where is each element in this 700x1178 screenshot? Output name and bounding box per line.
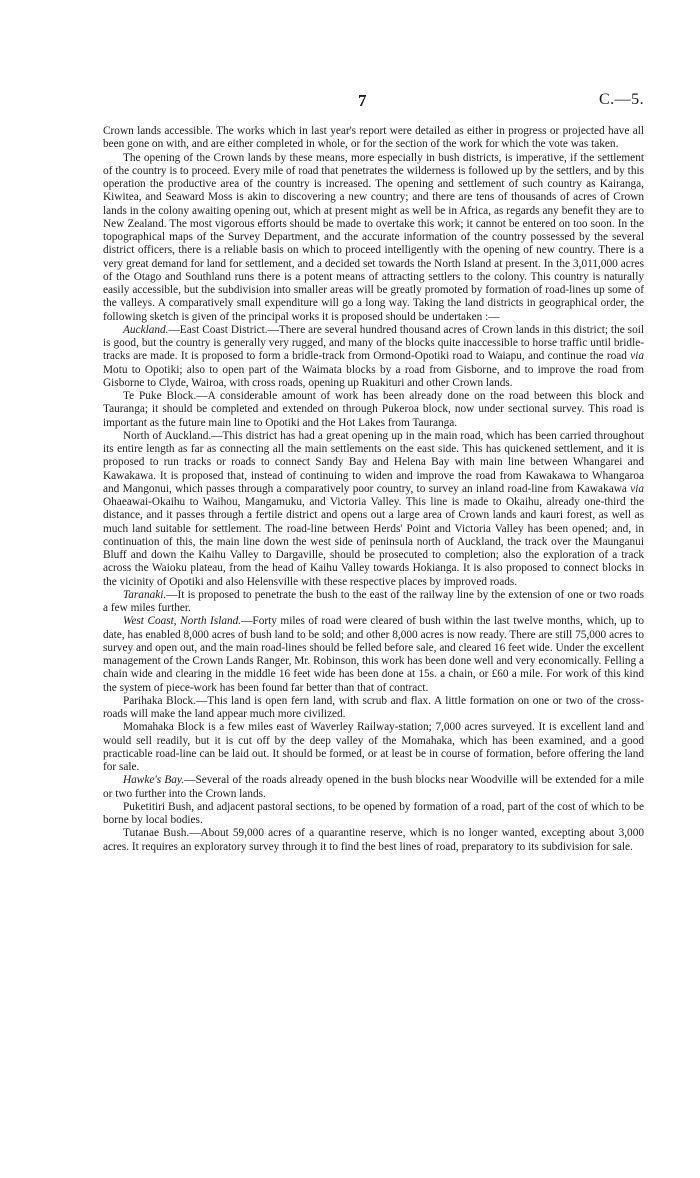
paragraph: [103, 721, 644, 774]
paragraph-text: Motu to Opotiki; also to open part of the Waimata blocks by a road from Gisborne, and to improve the road from Gisborne to Clyde, Wairoa, with cross roads, opening up Ruakituri and other Crown lands.: [103, 363, 644, 389]
italic-text: via: [630, 350, 644, 363]
paragraph-text: Puketitiri Bush, and adjacent pastoral sections, to be opened by formation of a road, part of the cost of which to be borne by local bodies.: [103, 800, 644, 826]
paragraph: [103, 695, 644, 722]
paragraph-text: Parihaka Block.—This land is open fern land, with scrub and flax. A little formation on one or two of the cross-roads will make the land appear much more civilized.: [103, 694, 644, 720]
paragraph-text: —East Coast District.—There are several hundred thousand acres of Crown lands in this district; the soil is good, but the country is generally very rugged, and many of the blocks quite inaccessible to horse traffic until bridle-tracks are made. It is proposed to form a bridle-track from Ormond-Opotiki road to Waiapu, and continue the road: [103, 323, 644, 363]
paragraph-text: North of Auckland.—This district has had a great opening up in the main road, which has been carried throughout its entire length as far as connecting all the main settlements on the east side. This has quickened settlement, and it is proposed to run tracks or roads to connect Sandy Bay and Helena Bay with main line between Whangarei and Kawakawa. It is proposed that, instead of continuing to widen and improve the road from Kawakawa to Whangaroa and Mangonui, which passes through a comparatively poor country, to survey an inland road-line from Kawakawa: [103, 429, 644, 495]
page-header: [0, 91, 700, 111]
paragraph-text: —Forty miles of road were cleared of bush within the last twelve months, which, up to date, has enabled 8,000 acres of bush land to be sold; and other 8,000 acres is now ready. There are still 75,000 acres to survey and open out, and the main road-lines should be felled before sale, and cleared 16 feet wide. Under the excellent management of the Crown Lands Ranger, Mr. Robinson, this work has been done well and very economically. Felling a chain wide and clearing in the middle 16 feet wide has been done at 15s. a chain, or £60 a mile. For work of this kind the system of piece-work has been found far better than that of contract.: [103, 615, 644, 694]
paragraph-text: —It is proposed to penetrate the bush to the east of the railway line by the extension of one or two roads a few miles further.: [103, 588, 644, 614]
paragraph: [103, 827, 644, 854]
paragraph-text: Te Puke Block.—A considerable amount of work has been already done on the road between this block and Tauranga; it should be completed and extended on through Pukeroa block, now under sectional survey. This road is important as the future main line to Opotiki and the Hot Lakes from Tauranga.: [103, 390, 644, 429]
paragraph: [103, 774, 644, 801]
paragraph: [103, 430, 644, 589]
paragraph: [103, 801, 644, 828]
italic-text: Hawke's Bay.: [123, 774, 185, 787]
page-number: 7: [358, 91, 367, 110]
italic-text: Taranaki.: [123, 588, 167, 601]
paragraph: [103, 324, 644, 390]
body-text: [103, 125, 644, 854]
paragraph-text: The opening of the Crown lands by these means, more especially in bush districts, is imperative, if the settlement of the country is to proceed. Every mile of road that penetrates the wilderness is followed up by the settlers, and by this operation the productive area of the country is increased. The opening and settlement of such country as Kairanga, Kiwitea, and Seaward Moss is akin to discovering a new country; and there are tens of thousands of acres of Crown lands in the colony awaiting opening out, which at present might as well be in Africa, as regards any benefit they are to New Zealand. The most vigorous efforts should be made to overtake this work; it cannot be entered on too soon. In the topographical maps of the Survey Department, and the accurate information of the country possessed by the several district officers, there is a reliable basis on which to proceed intelligently with the opening of new country. There is a very great demand for land for settlement, and a decided set towards the North Island at present. In the 3,011,000 acres of the Otago and Southland runs there is a potent means of attracting settlers to the colony. This country is naturally easily accessible, but the subdivision into smaller areas will be greatly promoted by formation of road-lines up some of the valleys. A comparatively small expenditure will go a long way. Taking the land districts in geographical order, the following sketch is given of the principal works it is proposed should be undertaken :—: [103, 151, 644, 323]
paragraph: [103, 152, 644, 324]
paragraph-text: —Several of the roads already opened in the bush blocks near Woodville will be extended for a mile or two further into the Crown lands.: [103, 774, 644, 800]
paragraph: [103, 589, 644, 616]
document-reference: C.—5.: [599, 91, 645, 108]
italic-text: West Coast, North Island.: [123, 615, 242, 628]
paragraph: [103, 390, 644, 430]
paragraph-text: Tutanae Bush.—About 59,000 acres of a quarantine reserve, which is no longer wanted, excepting about 3,000 acres. It requires an exploratory survey through it to find the best lines of road, preparatory to its subdivision for sale.: [103, 827, 644, 853]
italic-text: via: [630, 482, 644, 495]
italic-text: Auckland.: [123, 323, 169, 336]
paragraph: [103, 615, 644, 695]
paragraph-text: Crown lands accessible. The works which in last year's report were detailed as either in progress or projected have all been gone on with, and are either completed in whole, or for the section of the work for which the vote was taken.: [103, 125, 644, 151]
paragraph-text: Momahaka Block is a few miles east of Waverley Railway-station; 7,000 acres surveyed. It is excellent land and would sell readily, but it is cut off by the deep valley of the Momahaka, which has been examined, and a good practicable road-line can be laid out. It should be formed, or at least be in course of formation, before offering the land for sale.: [103, 721, 644, 773]
paragraph: [103, 125, 644, 152]
paragraph-text: Ohaeawai-Okaihu to Waihou, Mangamuku, and Victoria Valley. This line is made to Okaihu, already one-third the distance, and it passes through a fertile district and opens out a large area of Crown lands and kauri forest, as well as much land suitable for settlement. The road-line between Herds' Point and Victoria Valley has been opened; and, in continuation of this, the main line down the west side of peninsula north of Auckland, the track over the Maunganui Bluff and down the Kaihu Valley to Dargaville, should be prosecuted to completion; also the exploration of a track across the Waioku plateau, from the head of Kaihu Valley towards Hokianga. It is also proposed to connect blocks in the vicinity of Opotiki and also Helensville with these respective places by improved roads.: [103, 496, 644, 588]
